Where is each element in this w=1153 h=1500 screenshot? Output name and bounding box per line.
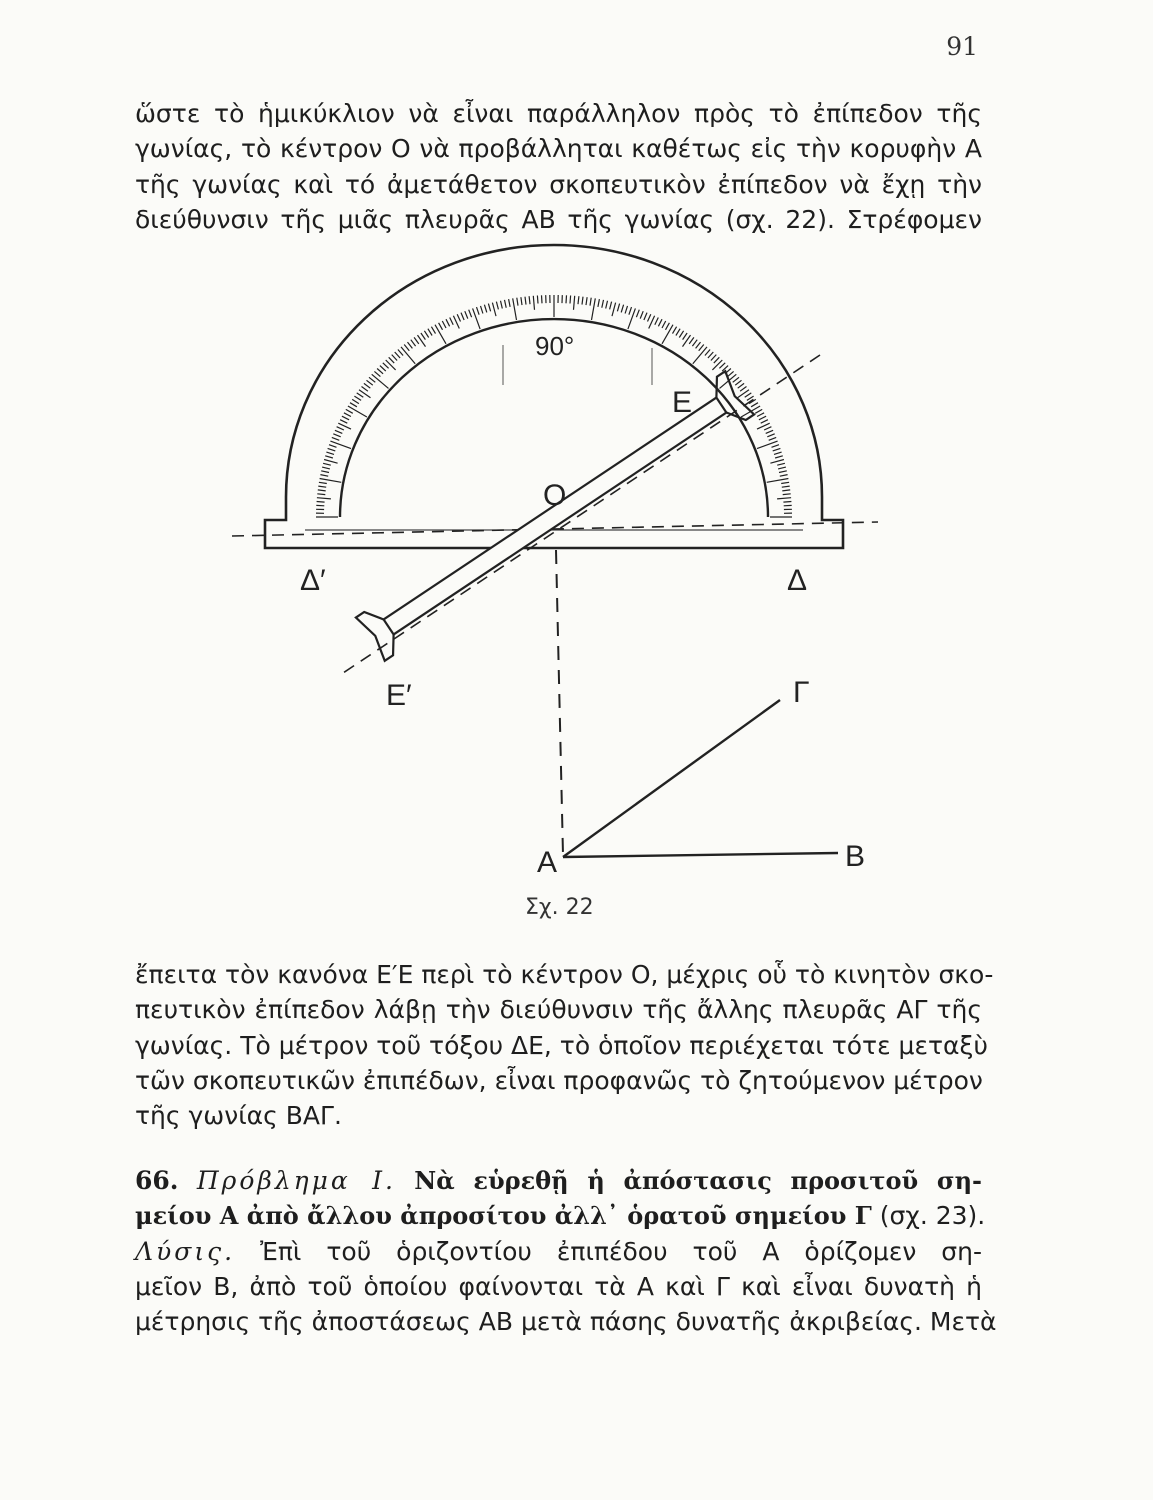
label-90-degrees: 90° [535,331,575,361]
scale-tick [676,329,680,336]
text-line: μεῖον Β, ἀπὸ τοῦ ὁποίου φαίνονται τὰ Α καὶ Γ καὶ εἶναι δυνατὴ ἡ [135,1271,982,1301]
problem-statement-cont: μείου Α ἀπὸ ἄλλου ἀπροσίτου ἀλλ᾽ ὁρατοῦ σημείου Γ [135,1201,872,1231]
label-A: Α [537,846,558,879]
scale-tick [374,371,380,376]
solution-label: Λύσις. [135,1236,236,1266]
scale-tick [782,486,790,487]
scale-tick [317,502,325,503]
scale-tick [335,430,342,433]
scale-tick [574,296,575,310]
scale-tick [740,387,746,392]
label-E-prime: E′ [386,679,412,712]
text-line: γωνίας, τὸ κέντρον Ο νὰ προβάλληται καθέτως εἰς τὴν κορυφὴν Α [135,134,982,164]
scale-tick [592,298,596,320]
scale-tick [735,380,741,385]
label-B: Β [845,840,866,873]
scale-tick [777,463,785,465]
solution-text: Ἐπὶ τοῦ ὁριζοντίου ἐπιπέδου τοῦ Α ὁρίζομεν ση- [260,1236,983,1266]
alidade-ruler [356,371,754,661]
text-line: ἔπειτα τὸν κανόνα Ε′Ε περὶ τὸ κέντρον Ο, μέχρις οὗ τὸ κινητὸν σκο- [135,960,994,989]
problem-statement-line [135,1198,986,1233]
scale-tick [492,303,496,317]
scale-tick [648,314,651,321]
scale-tick [431,327,435,334]
scale-tick [321,471,329,473]
scale-tick [411,340,416,346]
scale-tick [414,337,419,344]
scale-tick [689,337,694,344]
scale-tick [766,430,773,433]
scale-tick [328,448,336,451]
scale-tick [329,445,337,448]
scale-tick [383,363,389,369]
scale-tick [398,350,403,356]
text-line: τῆς γωνίας ΒΑΓ. [135,1101,342,1131]
scale-tick [326,452,334,454]
paragraph-procedure [135,957,994,1133]
scale-tick [354,396,361,400]
scale-tick [325,456,333,458]
scale-tick [590,298,591,306]
scale-tick [757,441,778,449]
scale-tick [342,416,349,420]
scale-tick [767,434,774,437]
scale-tick [612,303,616,317]
scale-tick [578,296,579,304]
scale-tick [529,296,530,304]
scale-tick [755,409,762,413]
scale-tick [496,302,498,310]
scale-tick [318,490,326,491]
paragraph-problem [135,1163,997,1339]
scale-tick [658,319,662,326]
scale-tick [699,345,704,351]
scale-tick [344,413,351,417]
scale-tick [542,295,543,303]
scale-tick [711,355,716,361]
scale-tick [367,380,373,385]
side-AB [563,853,838,857]
scale-tick [644,313,647,320]
scale-tick [418,335,426,347]
scale-tick [386,360,396,370]
scale-tick [521,297,522,305]
scale-tick [525,297,526,305]
scale-tick [465,311,468,318]
scale-tick [323,463,331,465]
scale-tick [625,306,627,314]
scale-tick [513,298,517,320]
scale-tick [719,363,725,369]
scale-tick [733,377,739,382]
scale-tick [364,383,370,388]
scale-tick [775,456,783,458]
scale-tick [708,352,713,358]
scale-tick [780,475,788,477]
text-line: διεύθυνσιν τῆς μιᾶς πλευρᾶς ΑΒ τῆς γωνίας (σχ. 22). Στρέφομεν [135,204,982,234]
problem-statement: Νὰ εὑρεθῇ ἡ ἀπόστασις προσιτοῦ ση- [414,1166,983,1195]
scale-tick [537,296,538,304]
scale-tick [617,304,619,312]
scale-tick [621,305,623,313]
solution-line [135,1234,982,1269]
side-AG [563,700,780,857]
scale-tick [759,416,766,420]
scale-tick [679,331,683,338]
scale-tick [728,371,734,376]
scale-tick [481,306,483,314]
scale-tick [781,482,789,483]
scale-tick [424,331,428,338]
scale-tick [745,393,752,397]
scale-tick [488,304,490,312]
scale-tick [662,321,666,328]
label-O: O [543,479,567,512]
scale-tick [773,448,781,451]
scale-tick [683,335,691,347]
scale-tick [469,310,472,318]
text-line: ὥστε τὸ ἡμικύκλιον νὰ εἶναι παράλληλον πρὸς τὸ ἐπίπεδον τῆς [135,99,982,128]
scale-tick [505,300,507,308]
scale-tick [404,345,409,351]
scale-tick [636,310,639,318]
scale-tick [582,297,583,305]
scale-tick [640,311,643,318]
problem-title: Πρόβλημα Ι. [196,1166,396,1195]
scale-tick [683,333,688,340]
scale-tick [473,308,481,329]
scale-tick [774,452,782,454]
scale-tick [566,295,567,303]
scale-tick [340,420,347,424]
scale-tick [408,342,413,348]
dashed-projection [556,550,563,855]
text-line: γωνίας. Τὸ μέτρον τοῦ τόξου ΔΕ, τὸ ὁποῖον περιέχεται τότε μεταξὺ [135,1030,988,1060]
scale-tick [337,427,344,430]
scale-tick [764,427,771,430]
scale-tick [317,494,325,495]
scale-tick [457,314,460,321]
scale-tick [421,333,426,340]
scale-tick [602,300,604,308]
text-line: μέτρησις τῆς ἀποστάσεως ΑΒ μετὰ πάσης δυνατῆς ἀκριβείας. Μετὰ [135,1307,997,1337]
text-line: τῶν σκοπευτικῶν ἐπιπέδων, εἶναι προφανῶς τὸ ζητούμενον μέτρον [135,1065,983,1095]
scale-tick [610,302,612,310]
scale-tick [333,434,340,437]
page-number: 91 [946,32,978,61]
scale-tick [517,298,518,306]
label-D-prime: Δ′ [300,564,326,597]
scale-tick [380,366,386,372]
scale-tick [362,387,368,392]
scale-tick [377,369,383,374]
scale-tick [757,413,764,417]
scale-tick [320,479,342,483]
scale-tick [783,494,791,495]
scale-tick [439,323,443,330]
scale-tick [662,325,673,344]
scale-tick [705,350,710,356]
scale-tick [428,329,432,336]
scale-tick [352,399,359,403]
scale-tick [782,490,790,491]
scale-tick [629,307,632,315]
scale-tick [628,308,636,329]
scale-tick [598,299,600,307]
scale-tick [751,403,758,407]
scale-tick [606,301,608,309]
scale-tick [655,318,659,325]
problem-heading-line [135,1163,982,1198]
scale-tick [446,319,450,326]
scale-tick [484,305,486,313]
scale-tick [783,502,791,503]
scale-tick [330,441,351,449]
label-D: Δ [787,564,808,597]
scale-tick [395,352,400,358]
scale-tick [696,342,701,348]
figure-caption: Σχ. 22 [525,895,594,920]
label-E: E [672,386,693,419]
label-G: Γ [793,676,810,709]
scale-tick [533,296,534,310]
scale-tick [666,323,670,330]
scale-tick [359,390,371,398]
scale-tick [332,437,340,440]
dashed-sight-line [340,355,820,675]
scale-tick [442,321,446,328]
text-line: πευτικὸν ἐπίπεδον λάβῃ τὴν διεύθυνσιν τῆς ἄλλης πλευρᾶς ΑΓ τῆς [135,995,982,1025]
figure-reference: (σχ. 23). [879,1201,986,1231]
scale-tick [712,360,722,370]
scale-tick [714,357,720,363]
scale-tick [501,301,503,309]
scale-tick [477,307,480,315]
scale-tick [318,486,326,487]
scale-tick [435,325,446,344]
scale-tick [770,460,784,464]
scale-tick [767,479,789,483]
scale-tick [324,460,338,464]
scale-tick [509,299,511,307]
scale-tick [769,437,777,440]
scale-tick [461,313,464,320]
scale-tick [350,403,357,407]
scale-tick [761,420,768,424]
text-line: τῆς γωνίας καὶ τό ἀμετάθετον σκοπευτικὸν ἐπίπεδον νὰ ἔχῃ τὴν [135,169,982,199]
scale-tick [392,355,397,361]
scale-tick [450,318,454,325]
scale-tick [319,482,327,483]
scale-tick [570,296,571,304]
scale-tick [346,409,353,413]
scale-tick [357,393,364,397]
scale-tick [772,445,780,448]
scale-tick [777,498,791,499]
scale-tick [586,297,587,305]
scale-tick [389,357,395,363]
scale-tick [322,467,330,469]
scale-tick [778,467,786,469]
scale-tick [317,498,331,499]
scale-tick [369,377,375,382]
scale-tick [738,383,744,388]
scale-tick [692,340,697,346]
scale-tick [738,390,750,398]
scale-tick [673,327,677,334]
scale-tick [320,475,328,477]
scale-tick [779,471,787,473]
problem-number: 66. [135,1166,179,1195]
